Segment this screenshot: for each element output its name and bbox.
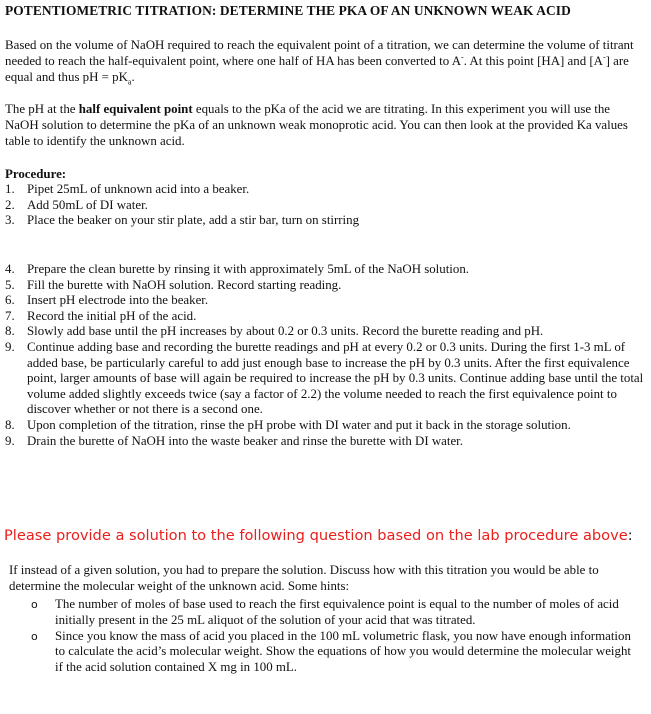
intro-text: equals to the pKa of the acid we are titrating. In this experiment you will use the NaOH solution to determine the pKa of an unknown weak monoprotic acid. You can then look at the provided Ka values table to identify the unknown acid. [5, 102, 628, 149]
intro-text: The pH at the [5, 102, 79, 116]
step-number: 9. [5, 339, 15, 354]
intro-paragraph-1 [5, 37, 641, 86]
step-number: 6. [5, 293, 15, 308]
procedure-step [5, 198, 645, 214]
procedure-step [5, 434, 645, 450]
step-text: Prepare the clean burette by rinsing it with approximately 5mL of the NaOH solution. [27, 262, 469, 276]
step-text: Pipet 25mL of unknown acid into a beaker. [27, 182, 250, 196]
question-text: If instead of a given solution, you had to prepare the solution. Discuss how with this titration you would be able to determine the molecular weight of the unknown acid. Some hints: [9, 563, 599, 593]
procedure-step [5, 418, 645, 434]
step-number: 8. [5, 417, 15, 432]
page-title: POTENTIOMETRIC TITRATION: DETERMINE THE PKA OF AN UNKNOWN WEAK ACID [5, 3, 571, 18]
procedure-steps-second [5, 262, 645, 449]
procedure-heading: Procedure: [5, 167, 67, 181]
bold-term: half equivalent point [78, 102, 193, 116]
intro-text: . [131, 70, 135, 85]
step-text: Record the initial pH of the acid. [27, 308, 197, 323]
step-text: Place the beaker on your stir plate, add a stir bar, turn on stirring [27, 213, 360, 228]
hint-text: Since you know the mass of acid you placed in the 100 mL volumetric flask, you now have enough information to calculate the acid’s molecular weight. Show the equations of how you would determine the molecular weight if the acid solution contained X mg in 100 mL. [55, 628, 631, 675]
intro-paragraph-2 [5, 101, 641, 150]
hint-item [31, 597, 631, 629]
step-number: 8. [5, 324, 15, 339]
procedure-steps-first [5, 182, 645, 229]
hints-list [31, 597, 631, 676]
hint-text: The number of moles of base used to reach the first equivalence point is equal to the number of moles of acid initially present in the 25 mL aliquot of the solution of your acid that was titrated. [55, 597, 619, 627]
hint-item [31, 629, 631, 676]
step-number: 5. [5, 277, 15, 292]
superscript: - [461, 52, 464, 62]
question-prompt [4, 527, 633, 544]
step-text: Slowly add base until the pH increases by about 0.2 or 0.3 units. Record the burette reading and pH. [27, 324, 544, 339]
circle-bullet-icon: o [31, 598, 38, 611]
step-text: Fill the burette with NaOH solution. Record starting reading. [27, 277, 342, 292]
prompt-text: Please provide a solution to the following question based on the lab procedure above [4, 527, 628, 544]
step-text: Insert pH electrode into the beaker. [27, 293, 209, 308]
step-number: 7. [5, 308, 15, 323]
step-number: 9. [5, 433, 15, 448]
circle-bullet-icon: o [31, 629, 38, 643]
intro-text: Based on the volume of NaOH required to reach the equivalent point of a titration, we can determine the volume of titrant needed to reach the half-equivalent point, where one half of HA has been converted to A [5, 38, 634, 69]
procedure-step [5, 213, 645, 229]
procedure-step [5, 278, 645, 294]
intro-text: ] are equal and thus pH = pK [5, 54, 629, 85]
step-text: Continue adding base and recording the burette readings and pH at every 0.2 or 0.3 units. During the first 1-3 mL of added base, be particularly careful to add just enough base to increase the pH by 0.3 units. After the first equivalence point, larger amounts of base will again be required to increase the pH by 0.3 units. Continue adding base until the total volume added slightly exceeds twice (say a factor of 2.2) the volume needed to reach the first equivalence point to discover whether or not there is a second one. [27, 339, 644, 417]
step-text: Upon completion of the titration, rinse the pH probe with DI water and put it back in the storage solution. [27, 417, 571, 432]
step-number: 3. [5, 213, 15, 228]
procedure-step [5, 182, 645, 198]
prompt-colon: : [627, 527, 633, 544]
step-number: 2. [5, 197, 15, 212]
procedure-step [5, 340, 645, 418]
procedure-step [5, 309, 645, 325]
step-number: 1. [5, 182, 15, 196]
intro-text: . At this point [HA] and [A [463, 54, 603, 69]
step-number: 4. [5, 262, 15, 276]
step-text: Add 50mL of DI water. [27, 197, 148, 212]
superscript: - [602, 52, 606, 62]
procedure-step [5, 262, 645, 278]
step-text: Drain the burette of NaOH into the waste beaker and rinse the burette with DI water. [27, 433, 463, 448]
procedure-step [5, 293, 645, 309]
procedure-step [5, 324, 645, 340]
subscript: a [127, 77, 132, 87]
